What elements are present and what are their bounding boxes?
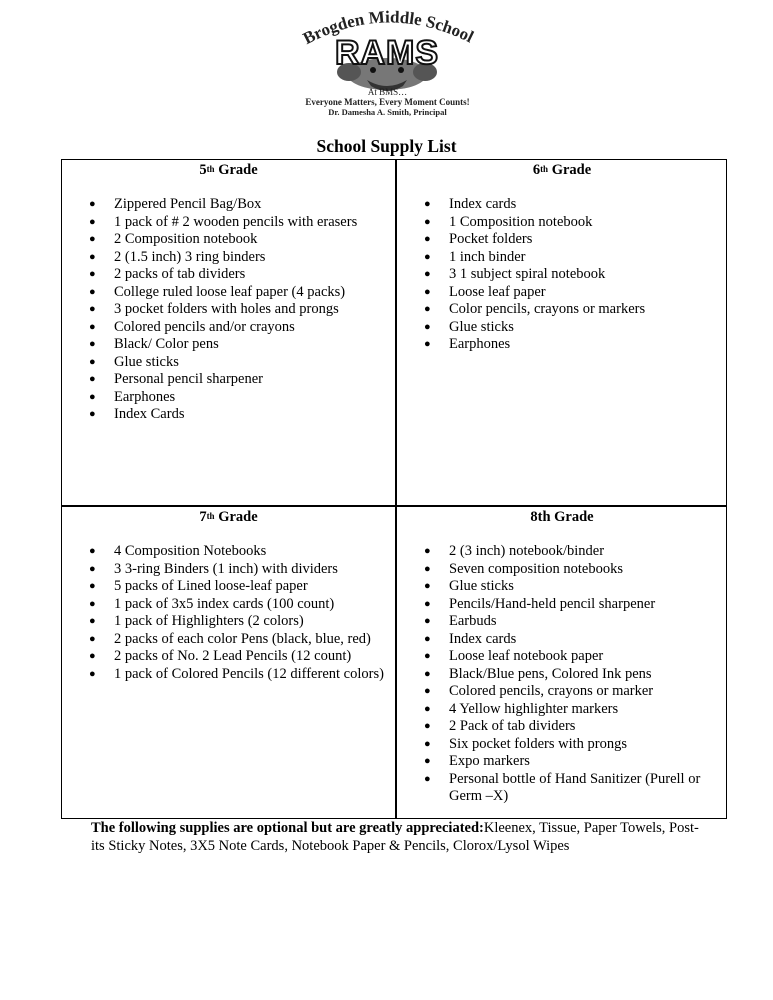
list-item: ● 2 (1.5 inch) 3 ring binders: [62, 249, 389, 267]
grade-6-heading: 6th Grade: [532, 162, 592, 178]
list-item: ● Colored pencils, crayons or marker: [397, 683, 721, 701]
list-item: ● Index cards: [397, 631, 721, 649]
list-item: ● 1 pack of # 2 wooden pencils with erasers: [62, 214, 389, 232]
list-item: ● 2 packs of each color Pens (black, blue, red): [62, 631, 389, 649]
list-item: ● Zippered Pencil Bag/Box: [62, 196, 389, 214]
logo-motto: Everyone Matters, Every Moment Counts!: [305, 97, 470, 107]
list-item: ● Six pocket folders with prongs: [397, 736, 721, 754]
optional-supplies-text: Kleenex, Tissue, Paper Towels, Post-its Sticky Notes, 3X5 Note Cards, Notebook Paper & Pencils, Clorox/Lysol Wipes: [91, 820, 699, 854]
supply-table: [61, 159, 727, 819]
list-item: ● Colored pencils and/or crayons: [62, 319, 389, 337]
logo-mascot: RAMS: [334, 34, 440, 72]
grade-8-heading: 8th Grade: [530, 509, 594, 525]
page-title: School Supply List: [316, 136, 457, 156]
list-item: ● Expo markers: [397, 753, 721, 771]
list-item: ● Loose leaf notebook paper: [397, 648, 721, 666]
list-item: ● Seven composition notebooks: [397, 561, 721, 579]
list-item: ● 1 pack of 3x5 index cards (100 count): [62, 596, 389, 614]
list-item: ● Color pencils, crayons or markers: [397, 301, 721, 319]
logo-principal: Dr. Damesha A. Smith, Principal: [328, 107, 447, 117]
grade-7-cell: [62, 507, 395, 818]
grade-5-list: [62, 196, 389, 424]
list-item: ● 2 (3 inch) notebook/binder: [397, 543, 721, 561]
list-item: ● 3 3-ring Binders (1 inch) with dividers: [62, 561, 389, 579]
list-item: ● 4 Yellow highlighter markers: [397, 701, 721, 719]
list-item: ● Personal bottle of Hand Sanitizer (Purell or Germ –X): [397, 771, 721, 806]
grade-6-list: [397, 196, 721, 354]
grade-5-cell: [62, 160, 395, 505]
list-item: ● Glue sticks: [397, 319, 721, 337]
list-item: ● 4 Composition Notebooks: [62, 543, 389, 561]
list-item: ● 1 pack of Highlighters (2 colors): [62, 613, 389, 631]
list-item: ● Index cards: [397, 196, 721, 214]
grade-7-list: [62, 543, 389, 683]
list-item: ● Black/Blue pens, Colored Ink pens: [397, 666, 721, 684]
list-item: ● Glue sticks: [397, 578, 721, 596]
optional-supplies-note: [91, 820, 701, 855]
grade-7-heading: 7th Grade: [199, 509, 258, 525]
list-item: ● Pencils/Hand-held pencil sharpener: [397, 596, 721, 614]
list-item: ● 2 packs of tab dividers: [62, 266, 389, 284]
list-item: ● Personal pencil sharpener: [62, 371, 389, 389]
grade-8-cell: [397, 507, 727, 818]
list-item: ● Black/ Color pens: [62, 336, 389, 354]
list-item: ● Earphones: [62, 389, 389, 407]
logo-at: At BMS…: [367, 87, 408, 97]
list-item: ● College ruled loose leaf paper (4 packs): [62, 284, 389, 302]
list-item: ● 3 pocket folders with holes and prongs: [62, 301, 389, 319]
list-item: ● 1 inch binder: [397, 249, 721, 267]
list-item: ● 2 Pack of tab dividers: [397, 718, 721, 736]
list-item: ● Glue sticks: [62, 354, 389, 372]
list-item: ● Pocket folders: [397, 231, 721, 249]
list-item: ● Loose leaf paper: [397, 284, 721, 302]
list-item: ● 2 Composition notebook: [62, 231, 389, 249]
list-item: ● Earphones: [397, 336, 721, 354]
list-item: ● 1 pack of Colored Pencils (12 different colors): [62, 666, 389, 684]
list-item: ● 2 packs of No. 2 Lead Pencils (12 count): [62, 648, 389, 666]
logo-school-name: Brogden Middle School: [299, 7, 477, 49]
list-item: ● Earbuds: [397, 613, 721, 631]
list-item: ● Index Cards: [62, 406, 389, 424]
grade-6-cell: [397, 160, 727, 505]
grade-5-heading: 5th Grade: [199, 162, 258, 178]
list-item: ● 1 Composition notebook: [397, 214, 721, 232]
optional-supplies-heading: The following supplies are optional but are greatly appreciated:: [91, 820, 484, 836]
list-item: ● 5 packs of Lined loose-leaf paper: [62, 578, 389, 596]
list-item: ● 3 1 subject spiral notebook: [397, 266, 721, 284]
grade-8-list: [397, 543, 721, 806]
